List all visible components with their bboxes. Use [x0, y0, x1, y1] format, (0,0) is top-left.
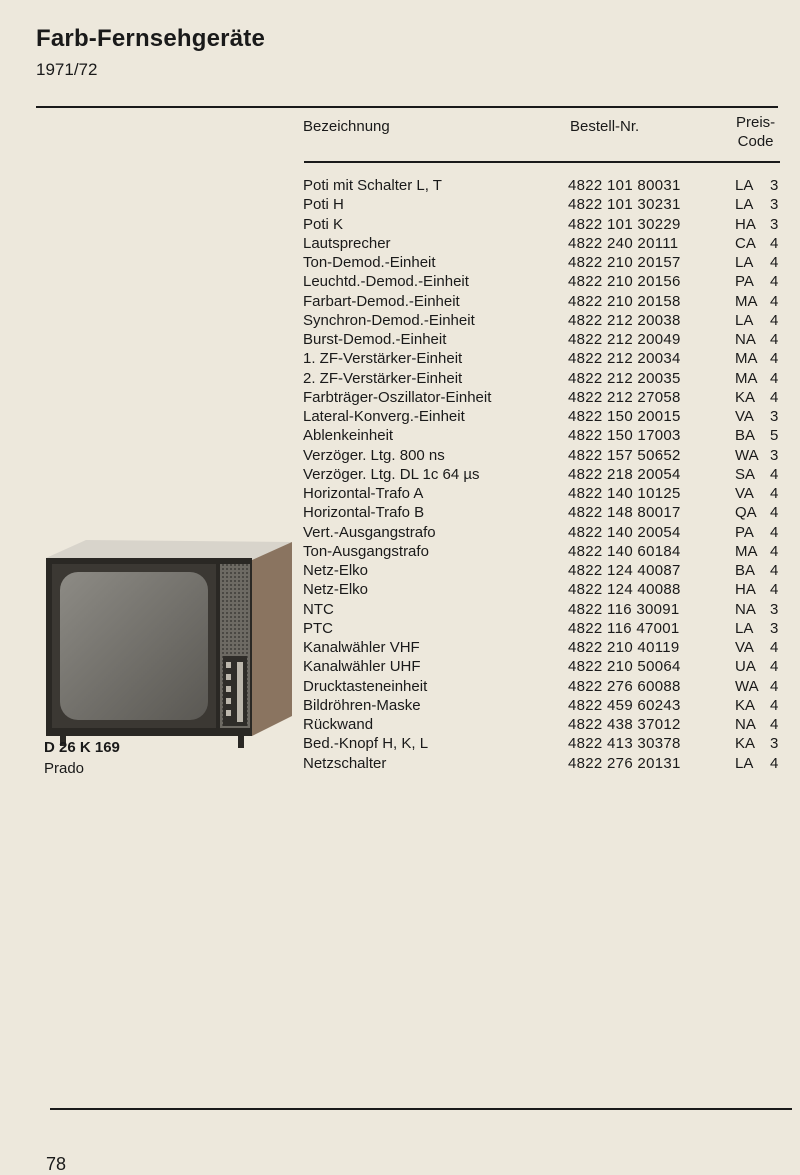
order-number: 4822 210 20156: [568, 273, 681, 291]
part-name: PTC: [303, 619, 333, 637]
part-name: Lateral-Konverg.-Einheit: [303, 408, 465, 425]
price-group: 3: [770, 619, 779, 637]
order-number: 4822 218 20054: [568, 465, 681, 483]
part-name: Netz-Elko: [303, 562, 369, 579]
price-code: MA: [735, 369, 758, 387]
price-group: 4: [770, 388, 779, 406]
table-row: [0, 330, 800, 349]
order-number: 4822 150 17003: [568, 427, 681, 445]
price-code: NA: [735, 716, 756, 733]
table-row: [0, 484, 800, 503]
order-number: 4822 212 20034: [568, 350, 681, 368]
price-group: 4: [770, 504, 779, 522]
price-group: 4: [770, 331, 779, 348]
order-number: 4822 140 10125: [568, 485, 681, 502]
table-row: [0, 426, 800, 445]
price-code: BA: [735, 427, 756, 445]
price-code: NA: [735, 331, 756, 348]
price-code: UA: [735, 658, 756, 676]
part-name: Ton-Ausgangstrafo: [303, 542, 429, 560]
part-name: Ablenkeinheit: [303, 427, 394, 445]
part-name: Poti mit Schalter L, T: [303, 177, 442, 194]
table-row: [0, 349, 800, 368]
order-number: 4822 210 20158: [568, 292, 681, 310]
price-code: WA: [735, 677, 759, 695]
part-name: Kanalwähler VHF: [303, 639, 420, 656]
page-number: 78: [46, 1154, 67, 1174]
order-number: 4822 276 20131: [568, 754, 681, 772]
price-code: SA: [735, 465, 756, 483]
price-group: 4: [770, 465, 779, 483]
price-code: MA: [735, 292, 758, 310]
order-number: 4822 438 37012: [568, 716, 681, 733]
order-number: 4822 212 20035: [568, 369, 681, 387]
table-row: [0, 388, 800, 407]
table-row: [0, 754, 800, 773]
price-group: 3: [770, 446, 779, 464]
price-code: KA: [735, 735, 756, 753]
price-group: 3: [770, 177, 779, 194]
bottom-rule: [50, 1108, 792, 1110]
price-group: 3: [770, 600, 779, 618]
part-name: Synchron-Demod.-Einheit: [303, 311, 475, 329]
table-row: [0, 292, 800, 311]
part-name: Lautsprecher: [303, 234, 391, 252]
part-name: Bed.-Knopf H, K, L: [303, 735, 429, 753]
part-name: Horizontal-Trafo A: [303, 485, 424, 502]
price-group: 4: [770, 562, 779, 579]
price-group: 4: [770, 639, 779, 656]
part-name: Kanalwähler UHF: [303, 658, 421, 676]
price-code: HA: [735, 215, 756, 233]
price-code: MA: [735, 542, 758, 560]
part-name: 2. ZF-Verstärker-Einheit: [303, 369, 463, 387]
price-group: 3: [770, 735, 779, 753]
price-code: PA: [735, 523, 754, 541]
part-name: Burst-Demod.-Einheit: [303, 331, 447, 348]
price-code: VA: [735, 639, 754, 656]
price-group: 4: [770, 754, 779, 772]
order-number: 4822 124 40088: [568, 581, 681, 599]
table-row: [0, 311, 800, 330]
price-group: 3: [770, 196, 779, 214]
price-group: 3: [770, 408, 779, 425]
order-number: 4822 101 80031: [568, 177, 681, 194]
order-number: 4822 101 30229: [568, 215, 681, 233]
part-name: Drucktasteneinheit: [303, 677, 428, 695]
price-group: 4: [770, 311, 779, 329]
order-number: 4822 210 40119: [568, 639, 680, 656]
order-number: 4822 276 60088: [568, 677, 681, 695]
part-name: Netz-Elko: [303, 581, 369, 599]
part-name: Horizontal-Trafo B: [303, 504, 425, 522]
table-row: [0, 234, 800, 253]
price-group: 4: [770, 677, 779, 695]
order-number: 4822 212 20049: [568, 331, 681, 348]
price-code: KA: [735, 696, 756, 714]
order-number: 4822 140 60184: [568, 542, 681, 560]
order-number: 4822 157 50652: [568, 446, 681, 464]
price-group: 4: [770, 542, 779, 560]
table-row: [0, 369, 800, 388]
price-code: LA: [735, 177, 754, 194]
order-number: 4822 150 20015: [568, 408, 681, 425]
table-row: [0, 176, 800, 195]
price-group: 5: [770, 427, 779, 445]
order-number: 4822 148 80017: [568, 504, 681, 522]
price-group: 4: [770, 581, 779, 599]
order-number: 4822 140 20054: [568, 523, 681, 541]
table-row: [0, 465, 800, 484]
part-name: NTC: [303, 600, 334, 618]
price-group: 4: [770, 523, 779, 541]
price-code: LA: [735, 311, 754, 329]
price-group: 4: [770, 254, 779, 271]
page-title: Farb-Fernsehgeräte: [36, 25, 265, 52]
price-code: LA: [735, 754, 754, 772]
part-name: 1. ZF-Verstärker-Einheit: [303, 350, 463, 368]
order-number: 4822 116 47001: [568, 619, 680, 637]
part-name: Netzschalter: [303, 754, 387, 772]
part-name: Verzöger. Ltg. DL 1c 64 µs: [303, 465, 480, 483]
table-row: [0, 253, 800, 272]
order-number: 4822 459 60243: [568, 696, 681, 714]
column-header-preis-line1: Preis-: [736, 114, 776, 131]
order-number: 4822 413 30378: [568, 735, 681, 753]
price-code: VA: [735, 408, 754, 425]
price-code: MA: [735, 350, 758, 368]
table-row: [0, 215, 800, 234]
price-code: BA: [735, 562, 756, 579]
tv-model-name: Prado: [44, 760, 85, 777]
order-number: 4822 116 30091: [568, 600, 680, 618]
price-group: 4: [770, 292, 779, 310]
television-photo: [42, 536, 292, 755]
column-header-bezeichnung: Bezeichnung: [303, 118, 390, 135]
table-row: [0, 503, 800, 522]
table-row: [0, 446, 800, 465]
price-group: 4: [770, 716, 779, 733]
price-code: KA: [735, 388, 756, 406]
price-group: 4: [770, 696, 779, 714]
column-header-bestell-nr: Bestell-Nr.: [570, 118, 640, 135]
price-group: 4: [770, 350, 779, 368]
page-subtitle-year: 1971/72: [36, 60, 98, 79]
part-name: Rückwand: [303, 716, 374, 733]
order-number: 4822 210 20157: [568, 254, 681, 271]
part-name: Vert.-Ausgangstrafo: [303, 523, 436, 541]
table-row: [0, 195, 800, 214]
part-name: Ton-Demod.-Einheit: [303, 254, 436, 271]
part-name: Poti K: [303, 215, 344, 233]
price-code: CA: [735, 234, 756, 252]
part-name: Verzöger. Ltg. 800 ns: [303, 446, 445, 464]
price-code: PA: [735, 273, 754, 291]
part-name: Farbart-Demod.-Einheit: [303, 292, 460, 310]
part-name: Leuchtd.-Demod.-Einheit: [303, 273, 469, 291]
order-number: 4822 212 20038: [568, 311, 681, 329]
column-header-preis-code: [736, 113, 775, 151]
price-code: HA: [735, 581, 756, 599]
header-rule: [304, 161, 780, 163]
order-number: 4822 124 40087: [568, 562, 681, 579]
order-number: 4822 101 30231: [568, 196, 681, 214]
price-group: 4: [770, 234, 779, 252]
table-row: [0, 407, 800, 426]
order-number: 4822 210 50064: [568, 658, 681, 676]
order-number: 4822 212 27058: [568, 388, 681, 406]
part-name: Poti H: [303, 196, 344, 214]
tv-model-number: D 26 K 169: [44, 739, 120, 756]
price-code: VA: [735, 485, 754, 502]
part-name: Bildröhren-Maske: [303, 696, 421, 714]
price-group: 4: [770, 369, 779, 387]
table-row: [0, 272, 800, 291]
price-code: QA: [735, 504, 757, 522]
order-number: 4822 240 20111: [568, 234, 679, 252]
price-group: 3: [770, 215, 779, 233]
part-name: Farbträger-Oszillator-Einheit: [303, 388, 492, 406]
price-group: 4: [770, 273, 779, 291]
column-header-preis-line2: Code: [737, 133, 774, 150]
price-group: 4: [770, 658, 779, 676]
price-group: 4: [770, 485, 779, 502]
price-code: LA: [735, 196, 754, 214]
price-code: LA: [735, 254, 754, 271]
top-rule: [36, 106, 778, 108]
price-code: NA: [735, 600, 756, 618]
price-code: WA: [735, 446, 759, 464]
price-code: LA: [735, 619, 754, 637]
